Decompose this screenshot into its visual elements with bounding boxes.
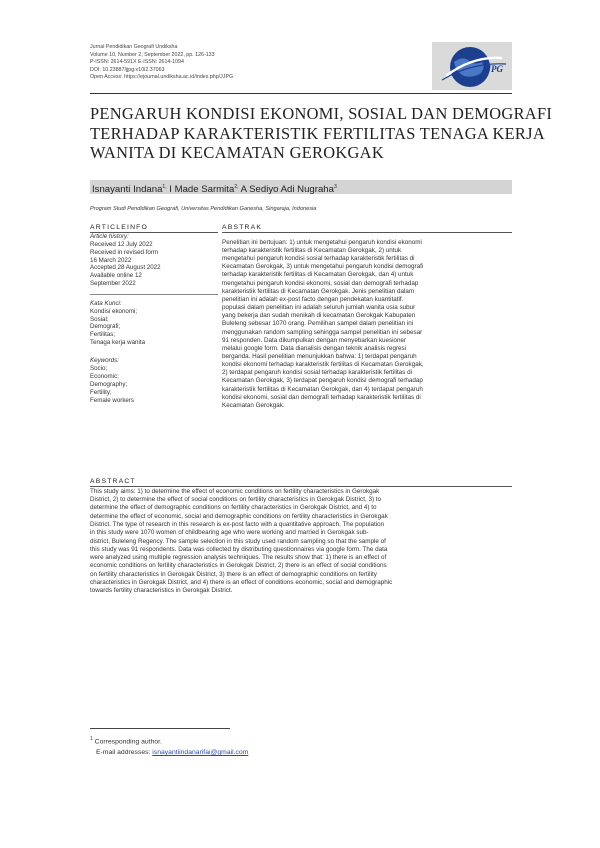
text-line: terhadap karakteristik fertilitas di Kecamatan Gerokgak, 2) untuk (222, 246, 402, 254)
abstrak-text (222, 239, 512, 410)
paper-title (90, 104, 553, 163)
journal-logo (432, 42, 512, 90)
title-line: WANITA DI KECAMATAN GEROKGAK (90, 143, 384, 163)
abstract-text (90, 488, 512, 596)
text-line: melalui google form. Data dianalisis dengan teknik analisis regresi (222, 344, 407, 352)
abstrak-section (222, 224, 512, 410)
title-line: TERHADAP KARAKTERISTIK FERTILITAS TENAGA KERJA (90, 123, 545, 143)
keyword: Kondisi ekonomi; (90, 307, 138, 315)
history-line: Received in revised form (90, 248, 159, 256)
text-line: menggunakan random sampling sehingga sampel penelitian ini sebesar (222, 328, 423, 336)
text-line: district, Buleleng Regency. The sample selection in this study used random sampling so that the sample of (90, 537, 386, 545)
text-line: this study was 91 respondents. Data was collected by distributing questionnaires via google form. The data (90, 545, 388, 553)
keyword: Socio; (90, 365, 108, 373)
text-line: karakteristik fertilitas di Kecamatan Gerokgak, dan 4) terdapat pengaruh (222, 385, 423, 393)
footnote (90, 734, 248, 758)
text-line: 91 responden. Data dikumpulkan dengan menyebarkan kuesioner (222, 336, 407, 344)
author-name: Isnayanti Indana (92, 184, 163, 196)
history-line: Accepted 28 August 2022 (90, 264, 161, 272)
journal-volume: Volume 10, Number 2, September 2022, pp. 126-133 (90, 51, 215, 58)
text-line: towards fertility characteristics in Gerokgak District. (90, 587, 233, 595)
journal-header (90, 44, 420, 82)
text-line: penelitian ini adalah ex-post facto dengan pendekatan kuantitatif. (222, 295, 404, 303)
abstract-label: ABSTRACT (90, 478, 136, 485)
text-line: Buleleng sebesar 1070 orang. Pemilihan sampel dalam penelitian ini (222, 320, 414, 328)
keyword: Fertility; (90, 388, 112, 396)
text-line: District. The type of research in this research is ex-post facto with a quantitative approach. The population (90, 520, 385, 528)
article-info-label: ARTICLEINFO (90, 224, 149, 231)
divider (90, 294, 218, 295)
keyword: Female workers (90, 396, 135, 404)
kata-kunci-label: Kata Kunci: (90, 299, 122, 307)
author-name: I Made Sarmita (166, 184, 235, 196)
text-line: 2) terdapat pengaruh kondisi sosial terhadap karakteristik fertilitas di (222, 369, 413, 377)
journal-doi: DOI: 10.23887/jjpg.v10i2.37063 (90, 66, 165, 73)
journal-issn: P-ISSN: 2614-591X E-ISSN: 2614-1094 (90, 59, 184, 66)
footnote-rule (90, 728, 230, 729)
author-superscript: 1, (162, 184, 167, 190)
authors (92, 180, 512, 197)
keyword: Tenaga kerja wanita (90, 339, 146, 347)
article-history (90, 233, 218, 288)
text-line: kondisi ekonomi, sosial dan demografi terhadap karakteristik fertilitas di (222, 393, 421, 401)
text-line: Kecamatan Gerokgak, 3) untuk mengetahui pengaruh kondisi demografi (222, 263, 424, 271)
text-line: berganda. Hasil penelitian menunjukkan bahwa: 1) terdapat pengaruh (222, 352, 417, 360)
article-info (90, 224, 218, 405)
text-line: populasi dalam penelitian ini adalah seluruh jumlah wanita usia subur (222, 304, 416, 312)
text-line: mengetahui pengaruh kondisi ekonomi, sosial dan demografi terhadap (222, 279, 419, 287)
history-line: Received 12 July 2022 (90, 240, 153, 248)
text-line: determine the effect of demographic conditions on fertility characteristics in Gerokgak District, and 4) to (90, 504, 377, 512)
kata-kunci (90, 300, 218, 347)
logo-text: JJPG (482, 64, 503, 74)
abstrak-label: ABSTRAK (222, 224, 263, 231)
text-line: Kecamatan Gerokgak, 3) terdapat pengaruh kondisi demografi terhadap (222, 377, 423, 385)
text-line: were analyzed using multiple regression analysis techniques. The results show that: 1) there is an effect of (90, 554, 387, 562)
corresponding-author: Corresponding author. (94, 738, 162, 746)
keyword: Sosial; (90, 315, 109, 323)
keyword: Demografi; (90, 323, 121, 331)
text-line: Kecamatan Gerokgak. (222, 401, 285, 409)
text-line: yang bekerja dan sudah menikah di kecamatan Gerokgak Kabupaten (222, 312, 416, 320)
header-rule (90, 93, 512, 94)
divider (90, 486, 512, 487)
keyword: Demography; (90, 380, 128, 388)
history-line: September 2022 (90, 280, 136, 288)
email-link[interactable]: isnayantiindanarifai@gmail.com (152, 749, 249, 757)
text-line: mengetahui pengaruh kondisi sosial terhadap karakteristik fertilitas di (222, 255, 415, 263)
title-line: PENGARUH KONDISI EKONOMI, SOSIAL DAN DEMOGRAFI (90, 104, 553, 123)
text-line: characteristics in Gerokgak District, and 4) there is an effect of conditions economic, social and demographic (90, 579, 393, 587)
author-superscript: 2, (234, 184, 239, 190)
divider (222, 232, 512, 233)
text-line: terhadap karakteristik fertilitas di Kecamatan Gerokgak, dan 4) untuk (222, 271, 414, 279)
keywords-label: Keywords: (90, 357, 119, 365)
journal-name: Jurnal Pendidikan Geografi Undiksha (90, 44, 178, 50)
text-line: District, 2) to determine the effect of social conditions on fertility characteristics in Gerokgak District, 3) to (90, 496, 382, 504)
text-line: determine the effect of economic, social and demographic conditions on fertility characteristics in Gerokgak (90, 512, 388, 520)
email-label: E-mail addresses: (96, 749, 151, 757)
journal-open-access: Open Access: https://ejournal.undiksha.ac.id/index.php/JJPG (90, 74, 234, 81)
keyword: Economic; (90, 372, 119, 380)
text-line: on fertility characteristics in Gerokgak District, 3) there is an effect of demographic conditions on fertility (90, 570, 377, 578)
text-line: Penelitian ini bertujuan: 1) untuk mengetahui pengaruh kondisi ekonomi (222, 238, 422, 246)
text-line: economic conditions on fertility characteristics in Gerokgak District, 2) there is an effect of social conditions (90, 562, 387, 570)
text-line: in this study were 1070 women of childbearing age who were working and married in Gerokgak sub- (90, 529, 369, 537)
footnote-mark: 1 (90, 736, 93, 742)
text-line: karakteristik fertilitas di Kecamatan Gerokgak. Jenis penelitian dalam (222, 287, 415, 295)
text-line: This study aims: 1) to determine the effect of economic conditions on fertility characteristics in Gerokgak (90, 487, 380, 495)
history-line: Available online 12 (90, 272, 142, 280)
author-superscript: 3 (333, 184, 337, 190)
keywords (90, 357, 218, 404)
keyword: Fertilitas; (90, 331, 116, 339)
abstract-section (90, 478, 512, 596)
text-line: kondisi ekonomi terhadap karakteristik fertilitas di Kecamatan Gerokgak, (222, 361, 424, 369)
history-line: 16 March 2022 (90, 256, 132, 264)
history-label: Article history: (90, 232, 129, 240)
affiliation: Program Studi Pendidikan Geografi, Universitas Pendidikan Ganesha, Singaraja, Indonesia (90, 206, 317, 212)
author-name: A Sediyo Adi Nugraha (238, 184, 334, 196)
